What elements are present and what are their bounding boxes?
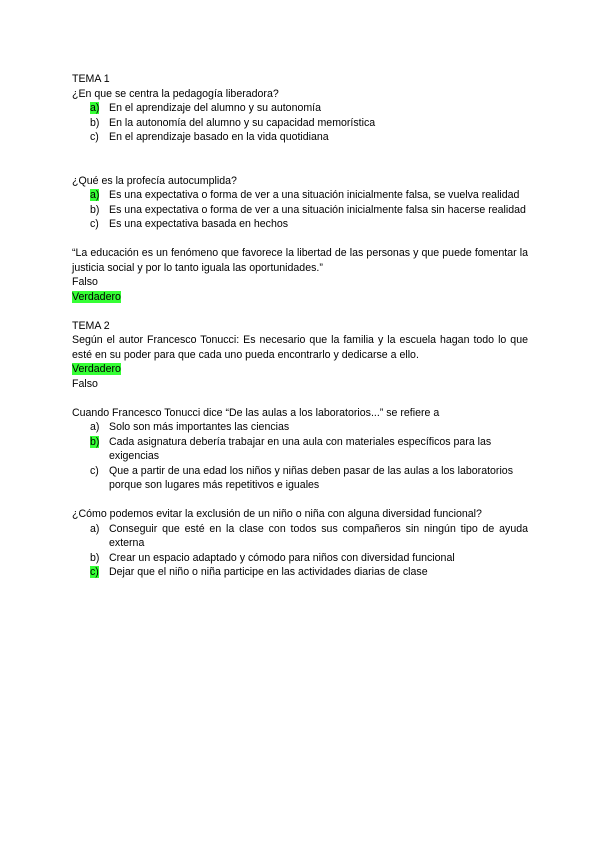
option-text: Dejar que el niño o niña participe en las actividades diarias de clase — [109, 566, 428, 578]
option-marker: a) — [90, 522, 100, 535]
option-item — [72, 565, 528, 580]
option-marker-correct: a) — [90, 189, 100, 201]
option-item — [72, 130, 528, 145]
option-marker: c) — [90, 131, 99, 143]
option-text: En el aprendizaje del alumno y su autonomía — [109, 102, 322, 114]
option-marker: b) — [90, 203, 100, 216]
option-text: Es una expectativa o forma de ver a una situación inicialmente falsa, se vuelva realidad — [109, 189, 520, 201]
option-text: Que a partir de una edad los niños y niñas deben pasar de las aulas a los laboratorios porque son lugares más repetitivos e iguales — [109, 464, 514, 491]
option-item — [72, 101, 528, 116]
option-marker: a) — [90, 421, 100, 433]
option-marker-correct: c) — [90, 566, 99, 578]
option-marker: b) — [90, 551, 100, 564]
options-list — [72, 420, 528, 493]
option-item — [72, 188, 528, 203]
options-list — [72, 188, 528, 232]
tema2-heading: TEMA 2 — [72, 319, 110, 332]
option-marker: b) — [90, 116, 100, 129]
option-text: En el aprendizaje basado en la vida quotidiana — [109, 131, 329, 143]
option-text: Conseguir que esté en la clase con todos sus compañeros sin ningún tipo de ayuda externa — [109, 522, 528, 549]
option-item — [72, 551, 528, 566]
option-item — [72, 522, 528, 551]
options-list — [72, 101, 528, 145]
option-marker: c) — [90, 464, 99, 477]
answer-falso: Falso — [72, 377, 98, 390]
option-text: Es una expectativa o forma de ver a una situación inicialmente falsa sin hacerse realidad — [109, 203, 526, 216]
option-text: Solo son más importantes las ciencias — [109, 421, 290, 433]
option-item — [72, 420, 528, 435]
tema1-heading: TEMA 1 — [72, 73, 110, 85]
answer-falso: Falso — [72, 276, 98, 288]
option-marker: c) — [90, 218, 99, 230]
document-body — [72, 72, 528, 580]
option-item — [72, 217, 528, 232]
option-text: En la autonomía del alumno y su capacidad memorística — [109, 116, 376, 129]
answer-verdadero-correct: Verdadero — [72, 363, 121, 375]
question-diversidad-funcional: ¿Cómo podemos evitar la exclusión de un niño o niña con alguna diversidad funcional? — [72, 508, 482, 520]
option-marker-correct: a) — [90, 102, 100, 114]
options-list — [72, 522, 528, 580]
question-profecia-autocumplida: ¿Qué es la profecía autocumplida? — [72, 174, 237, 187]
option-item — [72, 464, 528, 493]
option-item — [72, 203, 528, 218]
statement-educacion: “La educación es un fenómeno que favorece la libertad de las personas y que puede fomentar la justicia social y por lo tanto iguala las oportunidades.” — [72, 247, 528, 274]
question-pedagogia-liberadora: ¿En que se centra la pedagogía liberadora? — [72, 87, 279, 100]
answer-verdadero-correct: Verdadero — [72, 290, 121, 303]
question-aulas-laboratorios: Cuando Francesco Tonucci dice “De las aulas a los laboratorios...” se refiere a — [72, 406, 440, 419]
option-text: Cada asignatura debería trabajar en una aula con materiales específicos para las exigencias — [109, 435, 492, 462]
option-marker-correct: b) — [90, 435, 100, 448]
option-item — [72, 435, 528, 464]
statement-tonucci: Según el autor Francesco Tonucci: Es necesario que la familia y la escuela hagan todo lo que esté en su poder para que cada uno pueda encontrarlo y dedicarse a ello. — [72, 334, 528, 361]
option-text: Crear un espacio adaptado y cómodo para niños con diversidad funcional — [109, 551, 455, 564]
option-item — [72, 116, 528, 131]
option-text: Es una expectativa basada en hechos — [109, 218, 289, 230]
